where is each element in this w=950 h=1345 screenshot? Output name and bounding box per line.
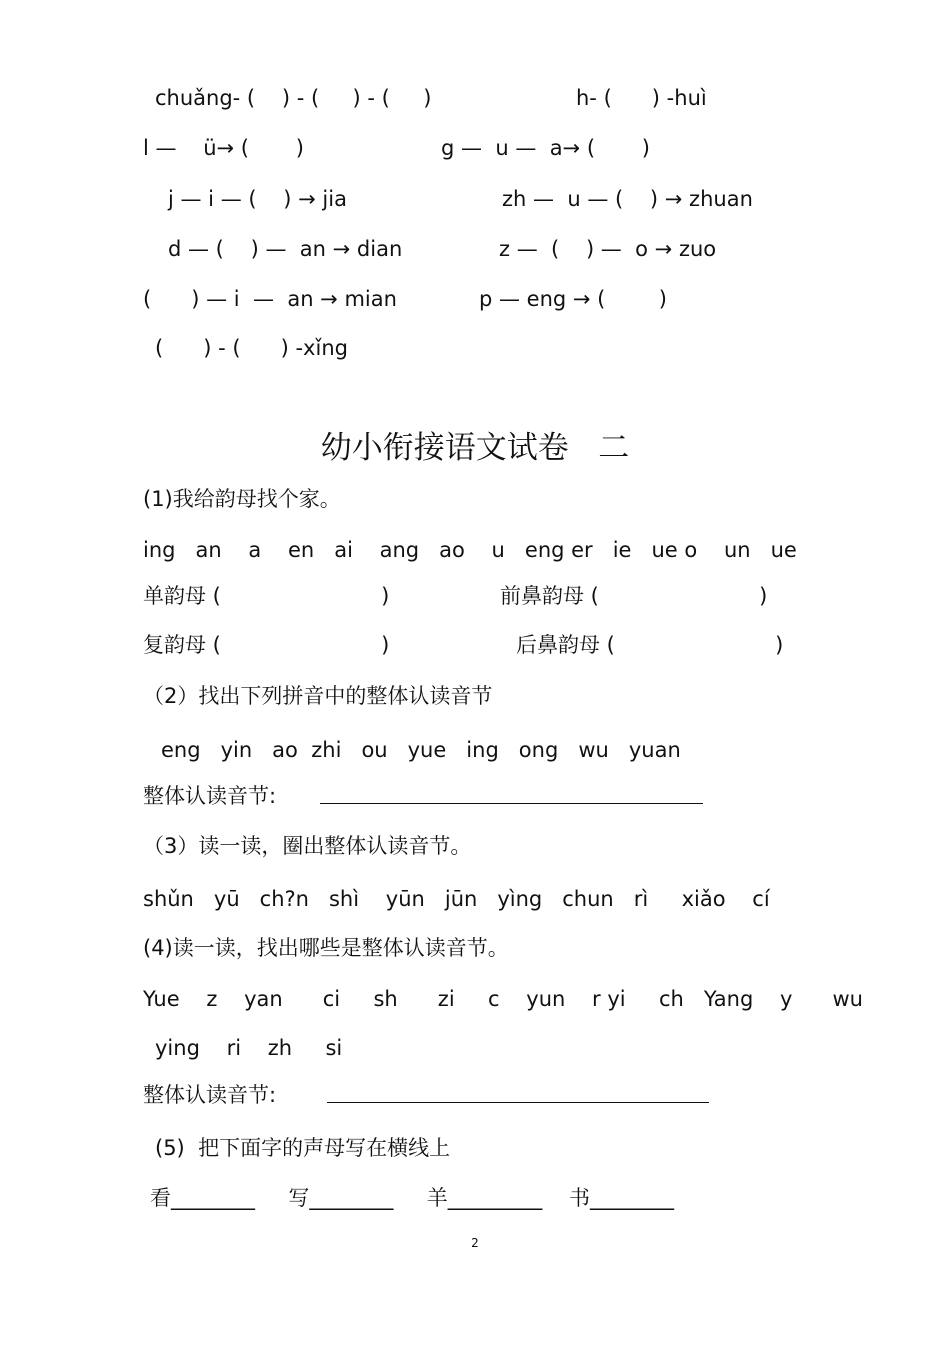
q4-answer-label: 整体认读音节: — [143, 1083, 277, 1107]
q1-prompt: (1)我给韵母找个家。 — [143, 487, 341, 511]
q1-front-nasal-finals: 前鼻韵母 ( ) — [500, 584, 768, 608]
q4-items-line1: Yue z yan ci sh zi c yun r yi ch Yang y wu — [143, 987, 863, 1011]
exercise-row5-right: p — eng → ( ) — [479, 287, 667, 311]
q5-prompt: (5) 把下面字的声母写在横线上 — [155, 1136, 451, 1160]
page-number: 2 — [471, 1236, 479, 1250]
q1-back-nasal-finals: 后鼻韵母 ( ) — [516, 633, 784, 657]
exercise-row1-left: chuǎng- ( ) - ( ) - ( ) — [155, 86, 432, 110]
q4-items-line2: ying ri zh si — [155, 1036, 343, 1060]
exercise-row2-right: g — u — a→ ( ) — [441, 136, 650, 160]
q5-items: 看________ 写________ 羊_________ 书________ — [150, 1186, 674, 1210]
exercise-row4-left: d — ( ) — an → dian — [168, 237, 403, 261]
q2-items: eng yin ao zhi ou yue ing ong wu yuan — [161, 738, 681, 762]
exercise-row6-left: ( ) - ( ) -xǐng — [155, 336, 348, 360]
page-title: 幼小衔接语文试卷 二 — [320, 430, 630, 466]
q1-simple-finals: 单韵母 ( ) — [143, 584, 390, 608]
exercise-row4-right: z — ( ) — o → zuo — [499, 237, 717, 261]
q4-answer-line[interactable] — [327, 1102, 709, 1103]
exercise-row5-left: ( ) — i — an → mian — [143, 287, 397, 311]
exercise-row1-right: h- ( ) -huì — [576, 86, 707, 110]
q2-prompt: （2）找出下列拼音中的整体认读音节 — [143, 684, 493, 708]
exercise-row2-left: l — ü→ ( ) — [143, 136, 304, 160]
q2-answer-line[interactable] — [320, 803, 703, 804]
exercise-row3-left: j — i — ( ) → jia — [168, 187, 347, 211]
q3-items: shǔn yū ch?n shì yūn jūn yìng chun rì xiǎo cí — [143, 887, 770, 911]
q2-answer-label: 整体认读音节: — [143, 784, 277, 808]
q1-items: ing an a en ai ang ao u eng er ie ue o un ue — [143, 538, 797, 562]
q4-prompt: (4)读一读，找出哪些是整体认读音节。 — [143, 936, 509, 960]
exercise-row3-right: zh — u — ( ) → zhuan — [502, 187, 753, 211]
q3-prompt: （3）读一读，圈出整体认读音节。 — [143, 834, 472, 858]
q1-compound-finals: 复韵母 ( ) — [143, 633, 390, 657]
